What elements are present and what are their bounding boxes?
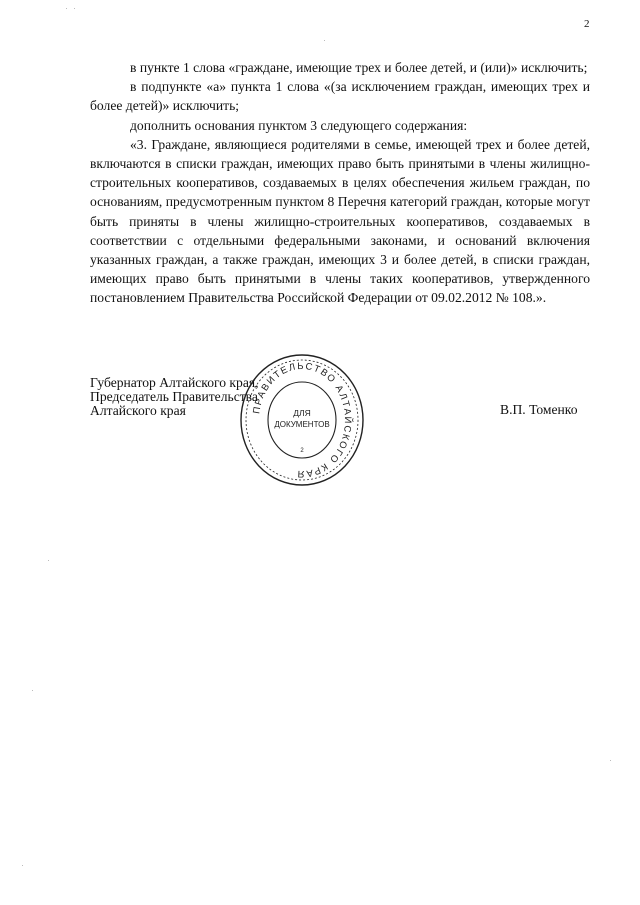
stamp-ring-text: ПРАВИТЕЛЬСТВО АЛТАЙСКОГО КРАЯ bbox=[251, 360, 354, 480]
official-stamp bbox=[227, 354, 377, 484]
paragraph-3: дополнить основания пунктом 3 следующего содержания: bbox=[130, 117, 468, 133]
scan-speck bbox=[32, 690, 33, 691]
scan-speck bbox=[324, 40, 325, 41]
stamp-seal-graphic bbox=[227, 354, 377, 484]
scan-speck bbox=[48, 560, 49, 561]
signatory-name: В.П. Томенко bbox=[500, 402, 578, 417]
scan-speck bbox=[610, 760, 611, 761]
paragraph-4: «3. Граждане, являющиеся родителями в семье, имеющей трех и более детей, включаются в списки граждан, имеющих право быть принятыми в члены жилищно-строительных кооперативов, создаваемых в целях обеспечения жильем граждан, по основаниям, предусмотренным пунктом 8 Перечня категорий граждан, которые могут быть приняты в члены жилищно-строительных кооперативов, создаваемых в соответствии с отдельными федеральными законами, и оснований включения указанных граждан, а также граждан, имеющих 3 и более детей, в списки граждан, имеющих право быть принятыми в члены таких кооперативов, утвержденного постановлением Правительства Российской Федерации от 09.02.2012 № 108.». bbox=[90, 136, 590, 306]
signatory-title-line-1: Губернатор Алтайского края, bbox=[90, 375, 259, 390]
scan-speck bbox=[66, 8, 67, 9]
page-number: 2 bbox=[584, 18, 590, 30]
signatory-title-line-3: Алтайского края bbox=[90, 403, 186, 418]
stamp-center-line-2: ДОКУМЕНТОВ bbox=[274, 420, 330, 429]
stamp-number: 2 bbox=[300, 448, 304, 454]
signatory-title-line-2: Председатель Правительства bbox=[90, 389, 258, 404]
scan-speck bbox=[74, 8, 75, 9]
document-body bbox=[90, 58, 590, 308]
scan-speck bbox=[22, 865, 23, 866]
paragraph-1: в пункте 1 слова «граждане, имеющие трех и более детей, и (или)» исключить; bbox=[130, 60, 588, 75]
stamp-center-line-1: ДЛЯ bbox=[293, 408, 311, 418]
paragraph-2: в подпункте «а» пункта 1 слова «(за исключением граждан, имеющих трех и более детей)» исключить; bbox=[90, 79, 590, 114]
